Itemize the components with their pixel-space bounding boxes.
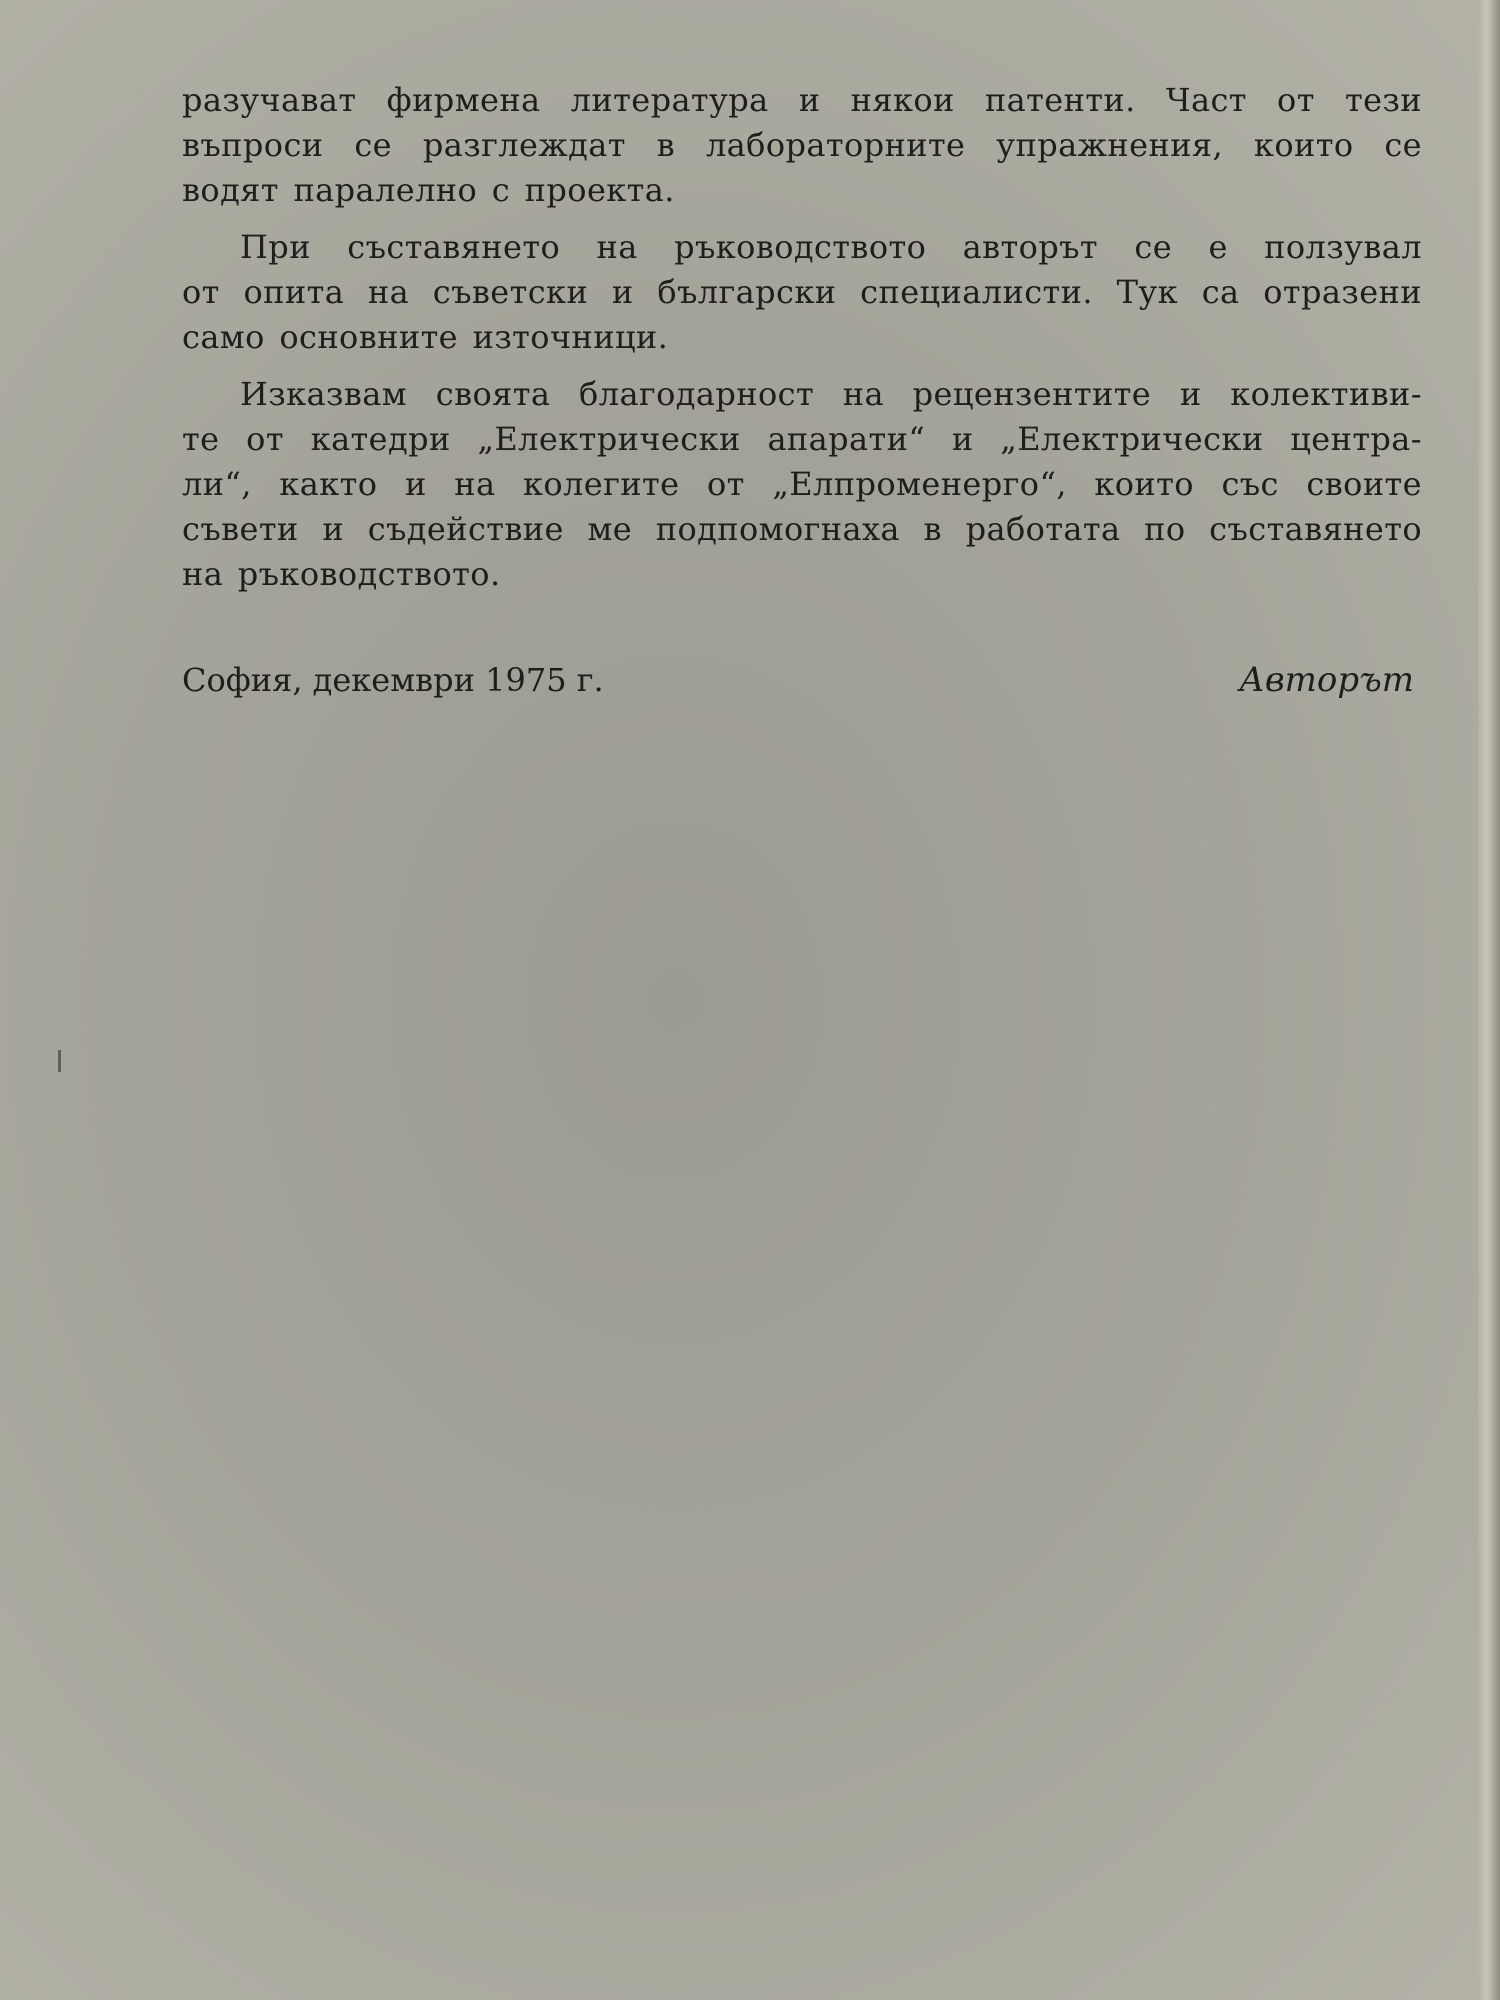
text-line: ли“, както и на колегите от „Елпроменерго“, които със своите <box>182 465 1422 503</box>
paragraph-3 <box>182 372 1422 597</box>
text-line: въпроси се разглеждат в лабораторните упражнения, които се <box>182 126 1422 164</box>
text-line: само основните източници. <box>182 318 669 356</box>
place-date: София, декември 1975 г. <box>182 661 604 699</box>
text-line: съвети и съдействие ме подпомогнаха в работата по съставянето <box>182 510 1422 548</box>
text-line: Изказвам своята благодарност на рецензентите и колективи- <box>240 375 1422 413</box>
text-line: При съставянето на ръководството авторът се е ползувал <box>240 228 1422 266</box>
text-line: разучават фирмена литература и някои патенти. Част от тези <box>182 81 1422 119</box>
author-signature: Авторът <box>1239 660 1414 700</box>
page-edge <box>1478 0 1500 2000</box>
signature-row <box>182 660 1414 700</box>
text-line: от опита на съветски и български специалисти. Тук са отразени <box>182 273 1422 311</box>
text-line: водят паралелно с проекта. <box>182 171 675 209</box>
text-line: на ръководството. <box>182 555 501 593</box>
paragraph-2 <box>182 225 1422 360</box>
body-text <box>182 78 1422 609</box>
text-line: те от катедри „Електрически апарати“ и „Електрически центра- <box>182 420 1422 458</box>
paragraph-1 <box>182 78 1422 213</box>
paper-speck <box>58 1050 61 1072</box>
